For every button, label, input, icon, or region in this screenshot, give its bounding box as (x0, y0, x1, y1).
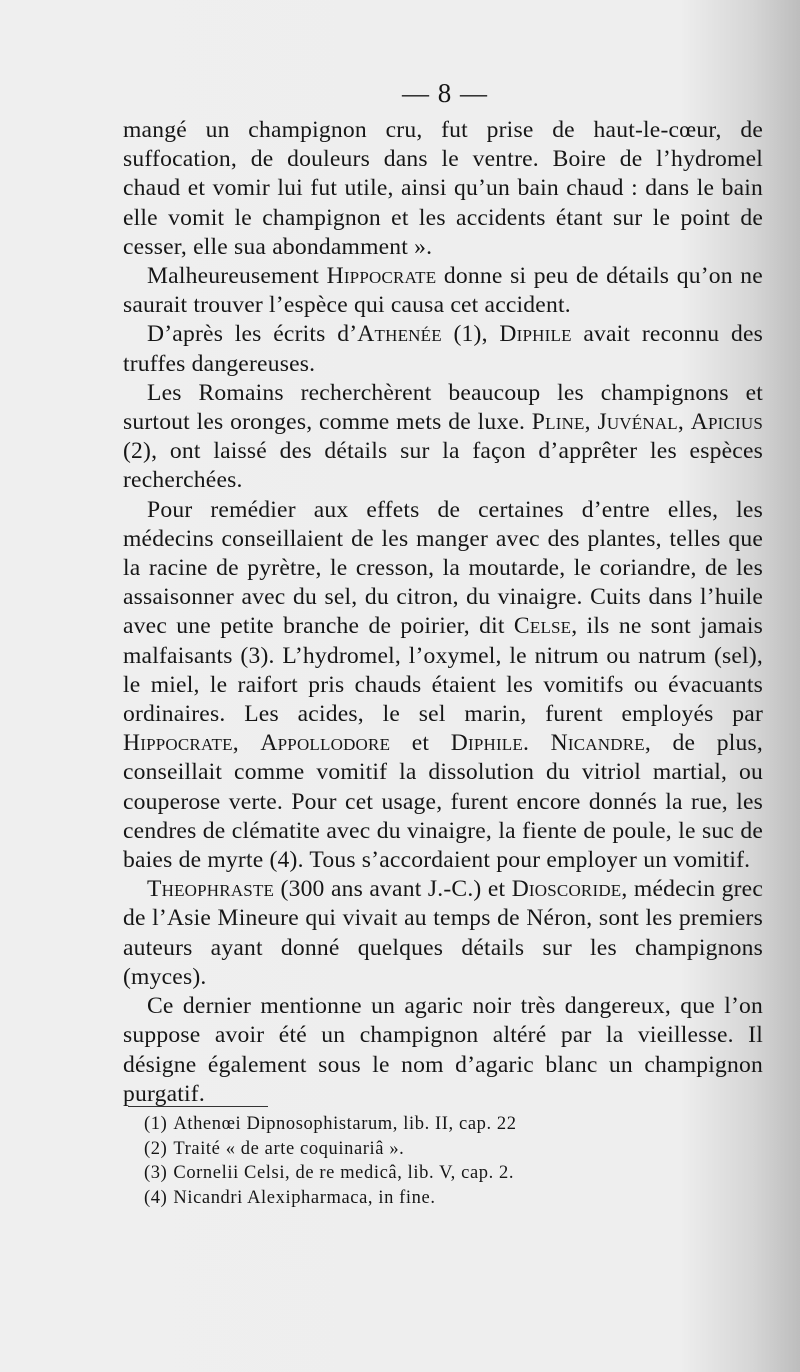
paragraph-text: Pour remédier aux effets de certaines d’entre elles, les médecins conseillaient de les manger avec des plantes, telles que la racine de pyrètre, le cresson, la moutarde, le coriandre, de les assaisonner avec du sel, du citron, du vinaigre. Cuits dans l’huile avec une petite branche de poirier, dit (123, 496, 763, 640)
author-name: Athenée (357, 321, 442, 348)
body-text (123, 116, 763, 1109)
author-name: Diphile (499, 321, 572, 348)
footnote-text: Cornelii Celsi, de re medicâ, lib. V, cap. 2. (173, 1163, 515, 1183)
paragraph-text: (1), (441, 321, 500, 348)
paragraph (123, 875, 763, 992)
footnote-number: (3) (144, 1163, 168, 1183)
footnote-text: Traité « de arte coquinariâ ». (173, 1138, 405, 1159)
footnote-number: (1) (144, 1114, 168, 1134)
paragraph-text: , médecin grec de l’Asie Mineure qui vivait au temps de Néron, sont les premiers auteurs ayant donné quelques détails sur les champignons (myces). (123, 876, 763, 990)
paragraph-text: et (390, 730, 451, 757)
paragraph (123, 379, 763, 496)
paragraph-text: Les Romains recherchèrent beaucoup les champignons et surtout les oronges, comme mets de luxe. (123, 379, 763, 436)
paragraph-text: (300 ans avant J.-C.) et (274, 876, 512, 903)
paragraph-text: , de plus, conseillait comme vomitif la dissolution du vitriol martial, ou couperose verte. Pour cet usage, furent encore donnés la rue, les cendres de clématite avec du vinaigre, la fiente de poule, le suc de baies de myrte (4). Tous s’accordaient pour employer un vomitif. (123, 730, 763, 874)
footnote (144, 1112, 744, 1137)
paragraph-text: , (677, 409, 691, 436)
paragraph-text: mangé un champignon cru, fut prise de haut-le-cœur, de suffocation, de douleurs dans le ventre. Boire de l’hydromel chaud et vomir lui fut utile, ainsi qu’un bain chaud : dans le bain elle vomit le champignon et les accidents étant sur le point de cesser, elle sua abondamment ». (123, 117, 763, 260)
footnote-number: (4) (144, 1187, 168, 1208)
paragraph-text: , ils ne sont jamais malfaisants (3). L’hydromel, l’oxymel, le nitrum ou natrum (sel), le miel, le raifort pris chauds étaient les vomitifs ou évacuants ordinaires. Les acides, le sel marin, furent employés par (123, 613, 763, 728)
footnote (144, 1186, 744, 1211)
author-name: Appollodore (260, 730, 391, 757)
author-name: Hippocrate (326, 263, 437, 290)
paragraph (123, 116, 763, 262)
paragraph-text: (2), ont laissé des détails sur la façon d’apprêter les espèces recherchées. (123, 438, 763, 494)
author-name: Nicandre (550, 730, 645, 757)
author-name: Pline (531, 409, 585, 436)
paragraph-text: Ce dernier mentionne un agaric noir très dangereux, que l’on suppose avoir été un champignon altéré par la vieillesse. Il désigne également sous le nom d’agaric blanc un champignon purgatif. (123, 993, 763, 1107)
footnote-text: Nicandri Alexipharmaca, in fine. (173, 1187, 436, 1208)
footnote-number: (2) (144, 1138, 168, 1159)
author-name: Celse (513, 613, 572, 640)
paragraph-text: donne si peu de détails qu’on ne saurait trouver l’espèce qui causa cet accident. (123, 263, 763, 319)
author-name: Apicius (690, 409, 763, 436)
footnote (144, 1137, 744, 1162)
paragraph (123, 496, 763, 876)
paragraph (123, 992, 763, 1109)
author-name: Hippocrate (123, 730, 233, 757)
paragraph-text: avait reconnu des truffes dangereuses. (123, 321, 763, 377)
paragraph-text: D’après les écrits d’ (147, 321, 358, 348)
paragraph-text: Malheureusement (147, 263, 327, 290)
author-name: Juvénal (597, 409, 678, 436)
footnotes (144, 1112, 744, 1210)
paragraph-text: , (232, 730, 261, 757)
paragraph (123, 262, 763, 320)
paragraph (123, 320, 763, 378)
author-name: Diphile (450, 730, 523, 757)
footnote-text: Athenœi Dipnosophistarum, lib. II, cap. 22 (173, 1114, 517, 1134)
footnote (144, 1161, 744, 1186)
author-name: Dioscoride (511, 876, 622, 903)
author-name: Theophraste (147, 876, 275, 903)
paragraph-text: , (584, 409, 598, 436)
footnote-separator (128, 1106, 268, 1107)
paragraph-text: . (522, 730, 551, 757)
page-number: — 8 — (402, 78, 488, 108)
